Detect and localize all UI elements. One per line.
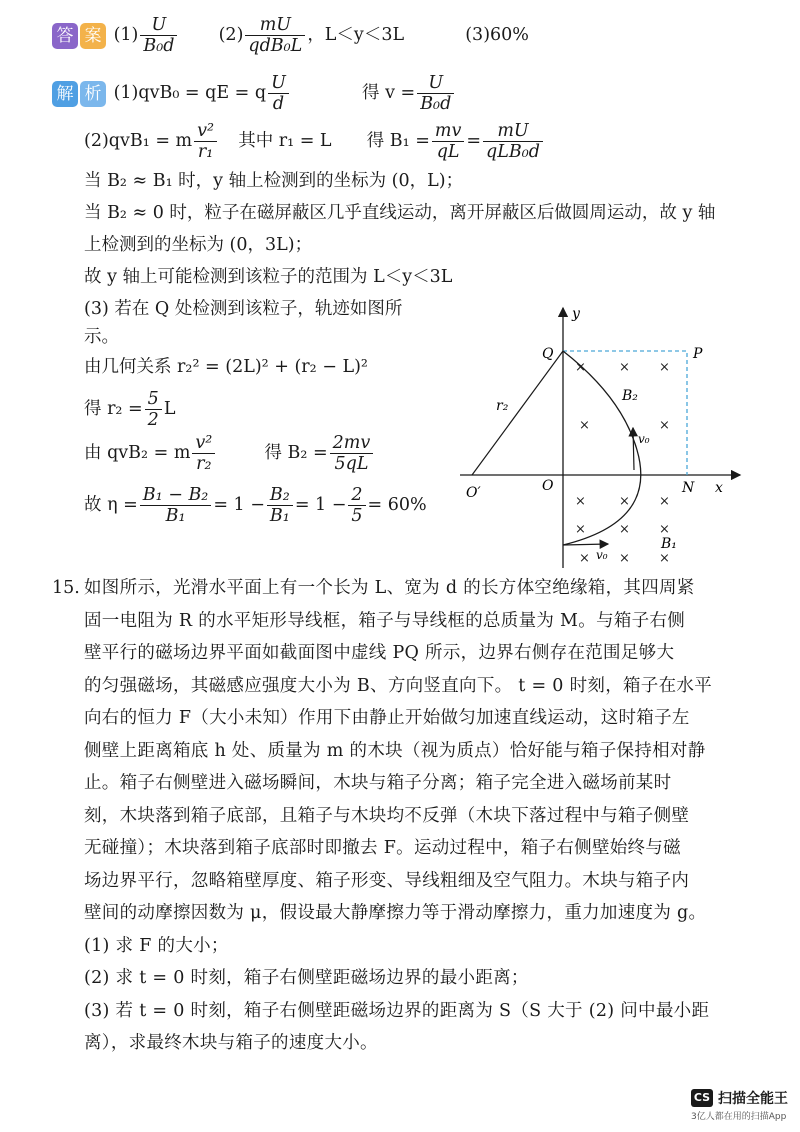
x-axis-label: x <box>715 480 723 496</box>
analysis-line-4: 当 B₂ ≈ 0 时，粒子在磁屏蔽区几乎直线运动，离开屏蔽区后做圆周运动，故 y 轴 <box>84 203 716 223</box>
scanner-watermark <box>691 1088 788 1108</box>
analysis-line-1 <box>52 72 456 114</box>
problem-line: 如图所示，光滑水平面上有一个长为 L、宽为 d 的长方体空绝缘箱，其四周紧 <box>84 578 695 598</box>
analysis-line-7: (3) 若在 Q 处检测到该粒子，轨迹如图所 <box>84 299 403 319</box>
analysis-l11-frac2 <box>330 433 374 474</box>
scanner-app-tagline: 3亿人都在用的扫描App <box>691 1112 787 1122</box>
problem-line: 刻，木块落到箱子底部，且箱子与木块均不反弹（木块下落过程中与箱子侧壁 <box>84 805 690 826</box>
analysis-line-3: 当 B₂ ≈ B₁ 时，y 轴上检测到的坐标为 (0，L)； <box>84 171 464 191</box>
problem-line: 壁平行的磁场边界平面如截面图中虚线 PQ 所示，边界右侧存在范围足够大 <box>84 643 675 663</box>
analysis-l12-frac2-num: B₂ <box>267 485 293 506</box>
problem-line: 的匀强磁场，其磁感应强度大小为 B、方向竖直向下。 t = 0 时刻，箱子在水平 <box>84 675 713 696</box>
cross-mark: × <box>619 494 630 509</box>
answer-part3: (3)60% <box>465 25 529 45</box>
analysis-l1-text: (1)qvB₀ = qE = q <box>113 83 267 103</box>
problem-line: 侧壁上距离箱底 h 处、质量为 m 的木块（视为质点）恰好能与箱子保持相对静 <box>84 740 706 761</box>
analysis-l1-frac1-den: d <box>272 94 285 114</box>
cross-mark: × <box>575 522 586 537</box>
b2-label: B₂ <box>622 388 638 404</box>
o-prime-label: O′ <box>466 485 481 501</box>
analysis-badge-char1: 解 <box>52 81 78 107</box>
problem-number: 15. <box>52 578 80 598</box>
analysis-l11-frac2-num: 2mv <box>330 433 374 454</box>
cross-mark: × <box>659 360 670 375</box>
analysis-l2-frac3 <box>483 121 543 162</box>
cross-mark: × <box>619 522 630 537</box>
cross-mark: × <box>575 360 586 375</box>
cs-logo-icon: CS <box>691 1089 713 1107</box>
analysis-l10-frac-num: 5 <box>145 389 162 410</box>
cross-mark: × <box>619 360 630 375</box>
analysis-l2-frac2-den: qL <box>436 142 460 162</box>
answer-part2-num: mU <box>245 15 305 36</box>
analysis-l2-frac1-den: r₁ <box>197 142 214 162</box>
analysis-l11-frac1 <box>192 433 215 474</box>
analysis-l10-text: 得 r₂ = <box>84 399 143 419</box>
cross-mark: × <box>659 522 670 537</box>
analysis-line-9: 由几何关系 r₂² = (2L)² + (r₂ − L)² <box>84 357 368 377</box>
answer-part1-label: (1) <box>113 25 139 45</box>
n-label: N <box>682 480 695 496</box>
analysis-line-8: 示。 <box>84 327 119 347</box>
analysis-l11-frac1-den: r₂ <box>196 454 212 474</box>
cross-mark: × <box>659 551 670 566</box>
analysis-l10-frac <box>145 389 162 430</box>
analysis-l12-frac1-den: B₁ <box>165 506 186 526</box>
cross-mark: × <box>619 551 630 566</box>
analysis-l11-result: 得 B₂ = <box>264 443 328 463</box>
analysis-l2-frac1 <box>194 121 217 162</box>
analysis-l12-frac3-den: 5 <box>351 506 363 526</box>
analysis-line-6: 故 y 轴上可能检测到该粒子的范围为 L＜y＜3L <box>84 267 453 287</box>
analysis-l12-result: = 60% <box>367 495 427 515</box>
question-2: (2) 求 t = 0 时刻，箱子右侧壁距磁场边界的最小距离； <box>84 968 529 988</box>
analysis-line-10 <box>84 388 175 430</box>
analysis-l12-frac1-num: B₁ − B₂ <box>140 485 212 506</box>
cross-mark: × <box>659 418 670 433</box>
v0-bottom-arrow <box>563 544 608 545</box>
analysis-l1-frac1-num: U <box>268 73 289 94</box>
answer-part2-fraction <box>245 15 305 56</box>
analysis-l10-unit: L <box>163 399 176 419</box>
analysis-line-5: 上检测到的坐标为 (0，3L)； <box>84 235 313 255</box>
analysis-l2-frac3-den: qLB₀d <box>486 142 540 162</box>
analysis-l11-frac1-num: v² <box>192 433 215 454</box>
v0-bottom-label: v₀ <box>596 548 608 562</box>
analysis-l2-frac2 <box>432 121 464 162</box>
analysis-l2-frac2-num: mv <box>432 121 464 142</box>
analysis-l1-frac2 <box>417 73 454 114</box>
problem-line: 场边界平行，忽略箱壁厚度、箱子形变、导线粗细及空气阻力。木块与箱子内 <box>84 870 690 891</box>
analysis-line-11 <box>84 432 375 474</box>
problem-line: 无碰撞）；木块落到箱子底部时即撤去 F。运动过程中，箱子右侧壁始终与磁 <box>84 838 681 858</box>
scanner-app-name: 扫描全能王 <box>718 1091 788 1107</box>
analysis-l2-result: 得 B₁ = <box>366 131 430 151</box>
question-3-continued: 离），求最终木块与箱子的速度大小。 <box>84 1033 378 1053</box>
answer-part1-fraction <box>140 15 177 56</box>
problem-text <box>84 572 764 1060</box>
trajectory-diagram <box>450 300 750 570</box>
answer-part1-den: B₀d <box>143 36 175 56</box>
analysis-l2-where: 其中 r₁ = L <box>238 131 332 151</box>
analysis-l11-text: 由 qvB₂ = m <box>84 443 191 463</box>
radius-r2-line <box>472 351 563 475</box>
analysis-badge-char2: 析 <box>80 81 106 107</box>
answer-part2-label: (2) <box>218 25 244 45</box>
answer-part2-range: ，L＜y＜3L <box>307 25 405 45</box>
answer-part1-num: U <box>140 15 177 36</box>
cross-mark: × <box>659 494 670 509</box>
analysis-l2-text: (2)qvB₁ = m <box>84 131 193 151</box>
answer-line <box>52 14 529 56</box>
particle-trajectory <box>563 351 641 545</box>
answer-badge-char2: 案 <box>80 23 106 49</box>
analysis-l1-result: 得 v = <box>362 83 416 103</box>
cross-mark: × <box>579 551 590 566</box>
analysis-l2-equals: = <box>466 131 482 151</box>
analysis-l1-frac1 <box>268 73 289 114</box>
v0-top-arrow <box>633 428 634 470</box>
v0-top-label: v₀ <box>638 432 650 446</box>
analysis-l11-frac2-den: 5qL <box>334 454 369 474</box>
problem-line: 壁间的动摩擦因数为 μ，假设最大静摩擦力等于滑动摩擦力，重力加速度为 g。 <box>84 903 707 923</box>
analysis-l12-frac1 <box>140 485 212 526</box>
question-3: (3) 若 t = 0 时刻，箱子右侧壁距磁场边界的距离为 S（S 大于 (2) 问中最小距 <box>84 1000 710 1021</box>
p-label: P <box>693 346 703 362</box>
analysis-l1-frac2-den: B₀d <box>420 94 452 114</box>
problem-line: 止。箱子右侧壁进入磁场瞬间，木块与箱子分离；箱子完全进入磁场前某时 <box>84 773 672 793</box>
answer-badge-char1: 答 <box>52 23 78 49</box>
cross-mark: × <box>575 494 586 509</box>
r2-label: r₂ <box>496 398 509 414</box>
analysis-l1-frac2-num: U <box>417 73 454 94</box>
question-1: (1) 求 F 的大小； <box>84 935 229 956</box>
analysis-l12-text: 故 η = <box>84 495 138 515</box>
analysis-l10-frac-den: 2 <box>147 410 159 430</box>
origin-label: O <box>542 478 554 494</box>
q-label: Q <box>542 346 554 362</box>
problem-line: 向右的恒力 F（大小未知）作用下由静止开始做匀加速直线运动，这时箱子左 <box>84 708 690 728</box>
analysis-l2-frac1-num: v² <box>194 121 217 142</box>
analysis-l12-frac3 <box>348 485 365 526</box>
problem-line: 固一电阻为 R 的水平矩形导线框，箱子与导线框的总质量为 M。与箱子右侧 <box>84 610 686 631</box>
analysis-line-12 <box>84 484 427 526</box>
y-axis-label: y <box>572 306 580 322</box>
analysis-l12-step2: = 1 − <box>213 495 265 515</box>
analysis-l12-frac2-den: B₁ <box>269 506 290 526</box>
cross-mark: × <box>579 418 590 433</box>
b1-label: B₁ <box>661 536 677 552</box>
analysis-l2-frac3-num: mU <box>483 121 543 142</box>
answer-part2-den: qdB₀L <box>248 36 303 56</box>
analysis-l12-frac2 <box>267 485 293 526</box>
analysis-l12-step3: = 1 − <box>294 495 347 515</box>
analysis-l12-frac3-num: 2 <box>348 485 365 506</box>
analysis-line-2 <box>84 120 545 162</box>
